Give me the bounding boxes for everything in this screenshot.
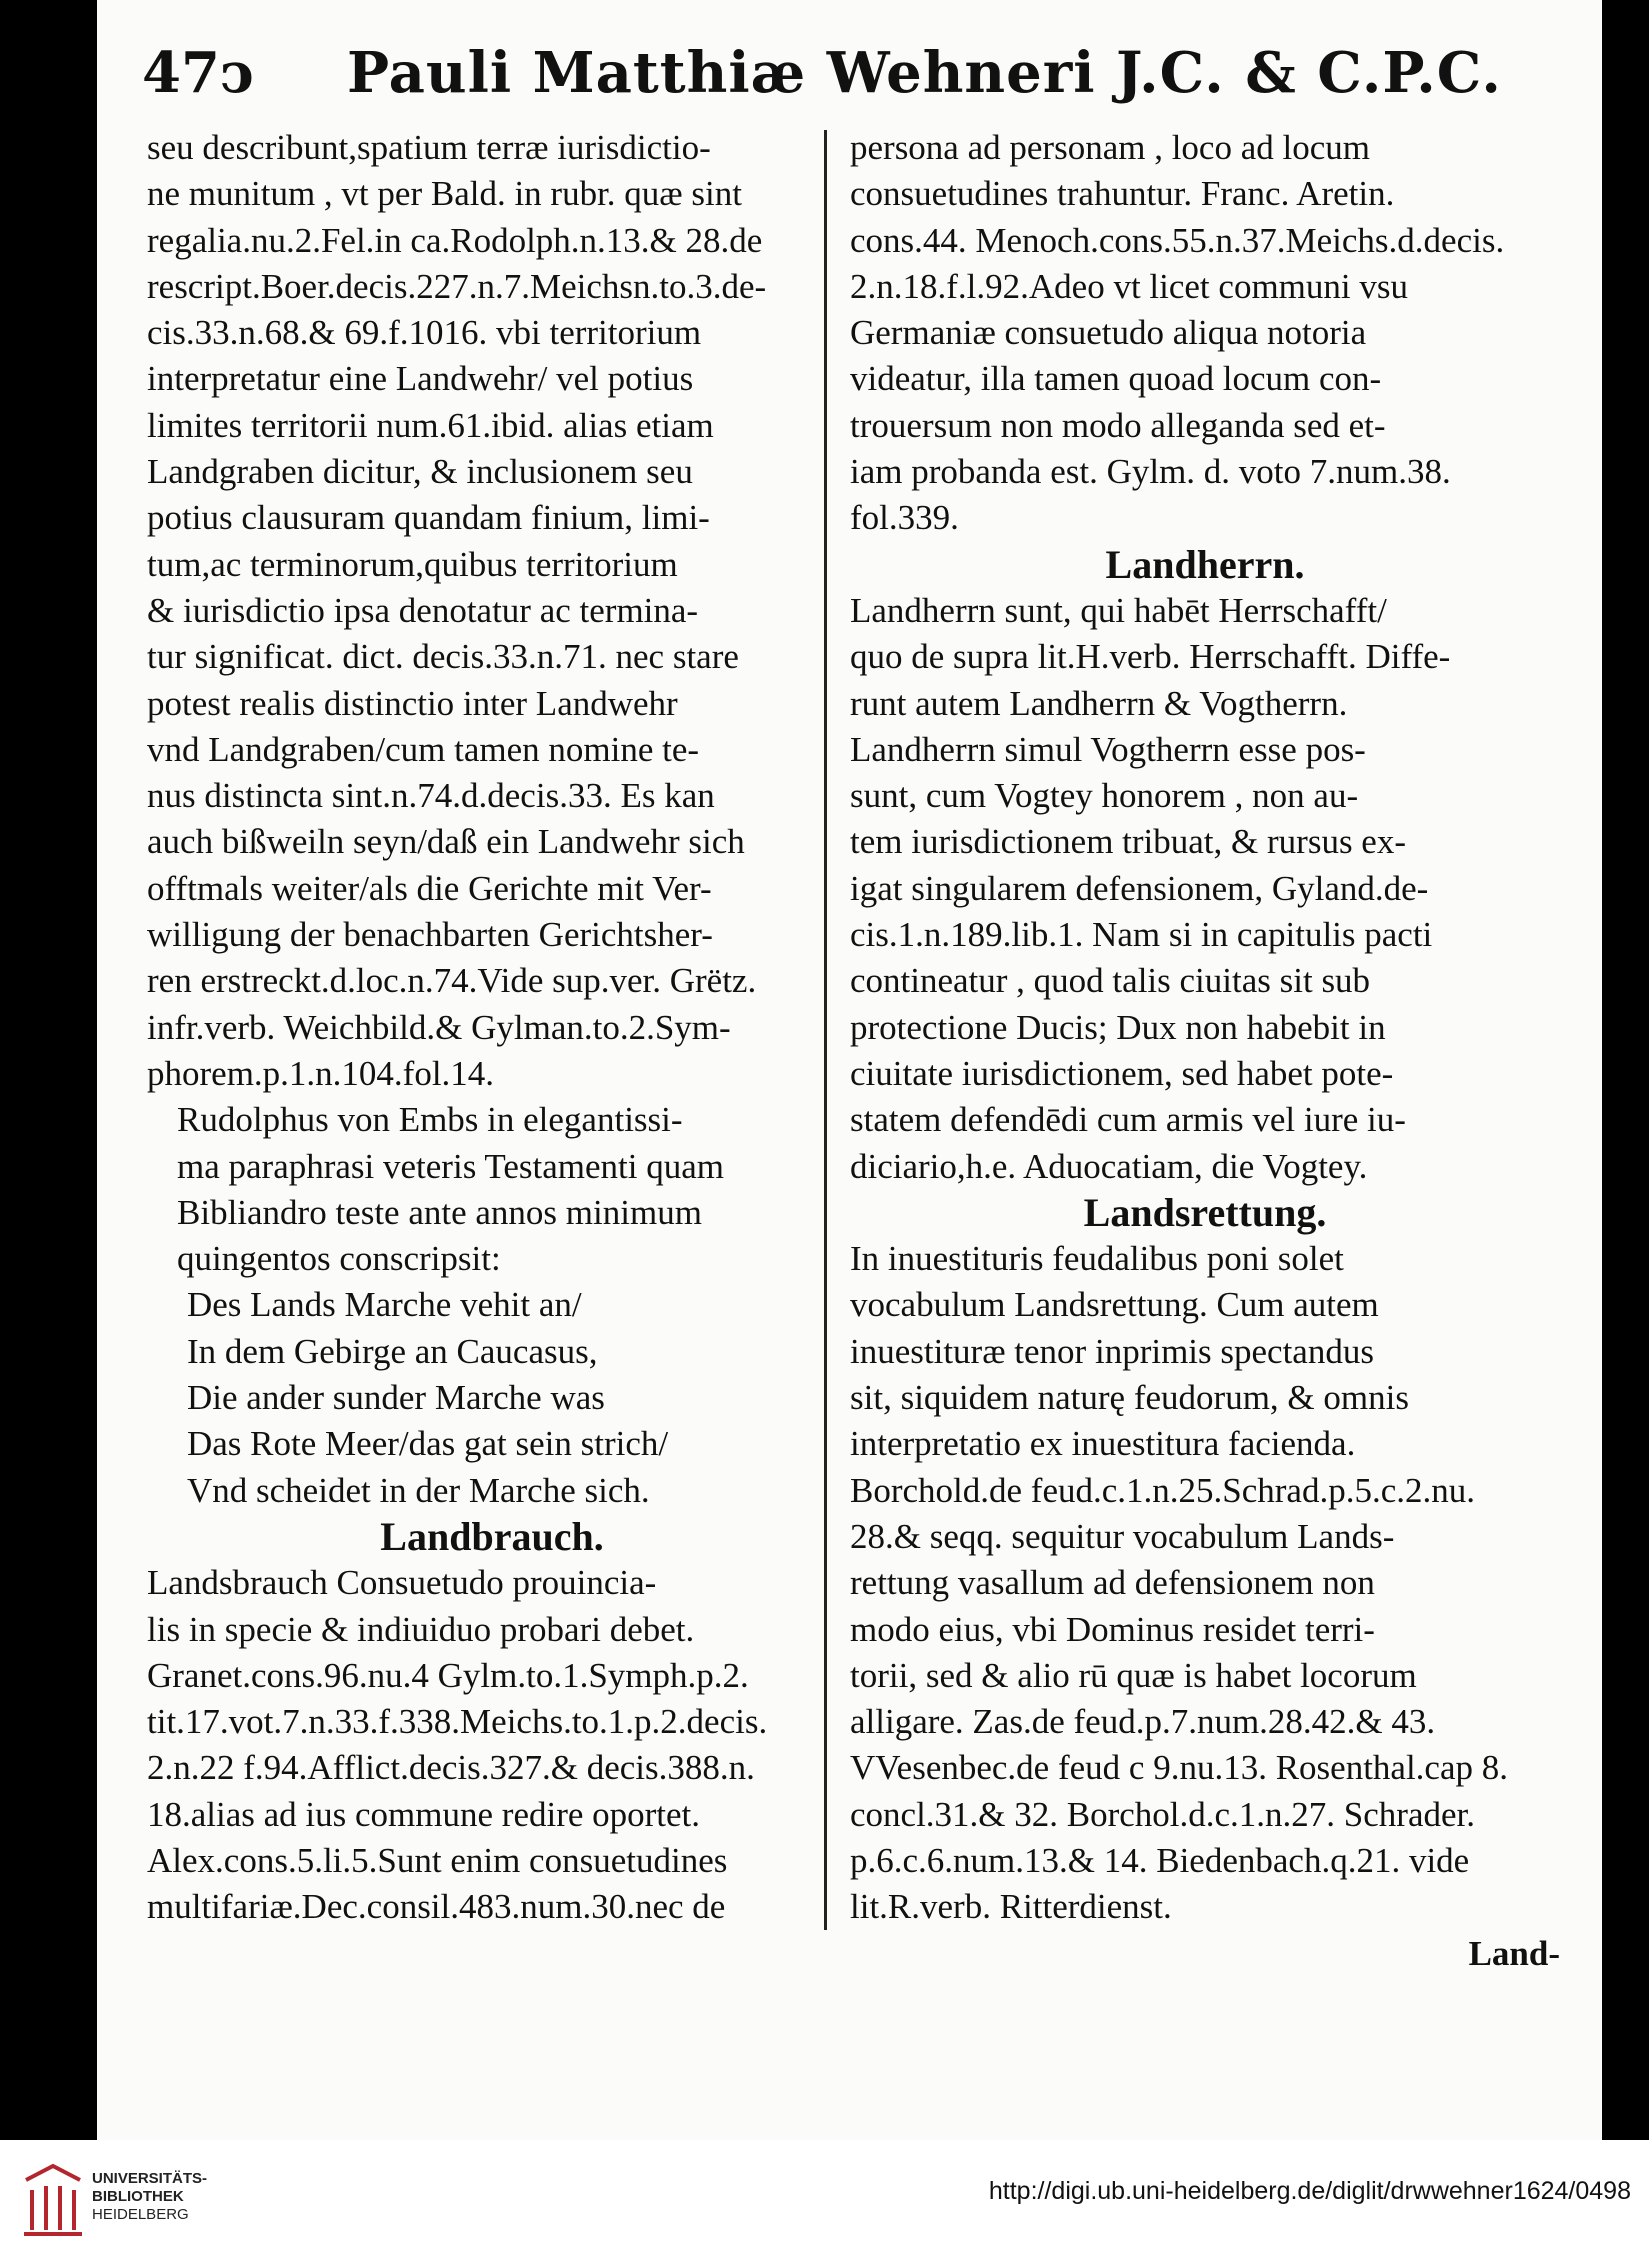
- text-line: p.6.c.6.num.13.& 14. Biedenbach.q.21. vide: [850, 1840, 1470, 1880]
- text-line: vnd Landgraben/cum tamen nomine te-: [147, 729, 700, 769]
- text-line: seu describunt,spatium terræ iurisdictio-: [147, 128, 711, 167]
- text-line: multifariæ.Dec.consil.483.num.30.nec de: [147, 1887, 726, 1927]
- text-line: torii, sed & alio rū quæ is habet locorum: [850, 1655, 1417, 1695]
- text-line: statem defendēdi cum armis vel iure iu-: [850, 1100, 1406, 1140]
- text-line: nus distincta sint.n.74.d.decis.33. Es kan: [147, 776, 715, 816]
- column-divider: [824, 130, 827, 1930]
- text-line: cis.1.n.189.lib.1. Nam si in capitulis pacti: [850, 915, 1433, 955]
- text-line: vocabulum Landsrettung. Cum autem: [850, 1285, 1379, 1325]
- text-line: sunt, cum Vogtey honorem , non au-: [850, 776, 1359, 816]
- university-library-logo-icon: [18, 2160, 88, 2240]
- text-line: Landherrn simul Vogtherrn esse pos-: [850, 729, 1366, 769]
- text-line: alligare. Zas.de feud.p.7.num.28.42.& 43.: [850, 1702, 1436, 1742]
- text-line: Landsbrauch Consuetudo prouincia-: [147, 1563, 657, 1603]
- text-line: modo eius, vbi Dominus residet terri-: [850, 1609, 1375, 1649]
- text-line: Germaniæ consuetudo aliqua notoria: [850, 313, 1367, 353]
- verse-line: Die ander sunder Marche was: [187, 1378, 605, 1418]
- running-title: Pauli Matthiæ Wehneri J.C. & C.P.C.: [347, 40, 1502, 106]
- text-line: quingentos conscripsit:: [177, 1239, 501, 1279]
- text-line: limites territorii num.61.ibid. alias etiam: [147, 405, 714, 445]
- text-line: sit, siquidem naturę feudorum, & omnis: [850, 1378, 1409, 1418]
- text-line: igat singularem defensionem, Gyland.de-: [850, 868, 1429, 908]
- heading-landbrauch: Landbrauch.: [380, 1513, 604, 1559]
- text-line: cons.44. Menoch.cons.55.n.37.Meichs.d.decis.: [850, 220, 1505, 260]
- text-line: Bibliandro teste ante annos minimum: [177, 1192, 702, 1232]
- text-line: Landgraben dicitur, & inclusionem seu: [147, 452, 693, 492]
- text-line: lis in specie & indiuiduo probari debet.: [147, 1609, 695, 1649]
- text-line: VVesenbec.de feud c 9.nu.13. Rosenthal.cap 8.: [850, 1748, 1508, 1788]
- text-line: Rudolphus von Embs in elegantissi-: [177, 1100, 683, 1140]
- text-line: 2.n.18.f.l.92.Adeo vt licet communi vsu: [850, 266, 1408, 306]
- text-line: regalia.nu.2.Fel.in ca.Rodolph.n.13.& 28.de: [147, 220, 763, 260]
- text-line: interpretatur eine Landwehr/ vel potius: [147, 359, 694, 399]
- heading-landsrettung: Landsrettung.: [1083, 1189, 1327, 1235]
- text-line: offtmals weiter/als die Gerichte mit Ver-: [147, 868, 712, 908]
- text-line: phorem.p.1.n.104.fol.14.: [147, 1053, 495, 1093]
- text-line: 18.alias ad ius commune redire oportet.: [147, 1794, 701, 1834]
- permalink-url[interactable]: [989, 2177, 1631, 2206]
- text-line: willigung der benachbarten Gerichtsher-: [147, 915, 713, 955]
- text-line: Landherrn sunt, qui habēt Herrschafft/: [850, 590, 1387, 630]
- text-line: runt autem Landherrn & Vogtherrn.: [850, 683, 1348, 723]
- text-line: ne munitum , vt per Bald. in rubr. quæ sint: [147, 174, 742, 214]
- text-line: ren erstreckt.d.loc.n.74.Vide sup.ver. Grëtz.: [147, 961, 757, 1001]
- text-line: concl.31.& 32. Borchol.d.c.1.n.27. Schrader.: [850, 1794, 1476, 1834]
- library-name: UNIVERSITÄTS- BIBLIOTHEK HEIDELBERG: [92, 2170, 208, 2223]
- text-line: cis.33.n.68.& 69.f.1016. vbi territorium: [147, 313, 702, 353]
- text-line: consuetudines trahuntur. Franc. Aretin.: [850, 174, 1395, 214]
- catchword: Land-: [1468, 1933, 1560, 1973]
- text-line: fol.339.: [850, 498, 959, 538]
- permalink-link[interactable]: http://digi.ub.uni-heidelberg.de/diglit/drwwehner1624/0498: [988, 2177, 1631, 2205]
- text-line: Alex.cons.5.li.5.Sunt enim consuetudines: [147, 1840, 728, 1880]
- text-line: potius clausuram quandam finium, limi-: [147, 498, 710, 538]
- text-line: tum,ac terminorum,quibus territorium: [147, 544, 678, 584]
- viewer-footer: [0, 2140, 1649, 2259]
- heading-landherrn: Landherrn.: [1105, 541, 1305, 587]
- page-number: 47ↄ: [142, 40, 255, 106]
- verse-line: In dem Gebirge an Caucasus,: [187, 1331, 598, 1371]
- text-line: ma paraphrasi veteris Testamenti quam: [177, 1146, 724, 1186]
- text-line: quo de supra lit.H.verb. Herrschafft. Diffe-: [850, 637, 1451, 677]
- text-line: Borchold.de feud.c.1.n.25.Schrad.p.5.c.2.nu.: [850, 1470, 1475, 1510]
- text-line: tem iurisdictionem tribuat, & rursus ex-: [850, 822, 1407, 862]
- text-line: rettung vasallum ad defensionem non: [850, 1563, 1375, 1603]
- text-line: diciario,h.e. Aduocatiam, die Vogtey.: [850, 1146, 1368, 1186]
- text-line: infr.verb. Weichbild.& Gylman.to.2.Sym-: [147, 1007, 731, 1047]
- verse-line: Das Rote Meer/das gat sein strich/: [187, 1424, 669, 1464]
- scanned-page: [97, 0, 1602, 2140]
- text-line: persona ad personam , loco ad locum: [850, 128, 1370, 167]
- text-line: trouersum non modo alleganda sed et-: [850, 405, 1386, 445]
- right-column: [850, 125, 1560, 1977]
- text-line: inuestituræ tenor inprimis spectandus: [850, 1331, 1374, 1371]
- text-line: tit.17.vot.7.n.33.f.338.Meichs.to.1.p.2.decis.: [147, 1702, 768, 1742]
- text-line: iam probanda est. Gylm. d. voto 7.num.38.: [850, 452, 1451, 492]
- text-line: rescript.Boer.decis.227.n.7.Meichsn.to.3.de-: [147, 266, 767, 306]
- text-line: & iurisdictio ipsa denotatur ac termina-: [147, 590, 699, 630]
- text-line: protectione Ducis; Dux non habebit in: [850, 1007, 1386, 1047]
- left-column: [147, 125, 837, 1931]
- text-line: lit.R.verb. Ritterdienst.: [850, 1887, 1172, 1927]
- text-line: ciuitate iurisdictionem, sed habet pote-: [850, 1053, 1394, 1093]
- text-line: videatur, illa tamen quoad locum con-: [850, 359, 1382, 399]
- text-line: 2.n.22 f.94.Afflict.decis.327.& decis.388.n.: [147, 1748, 755, 1788]
- text-line: In inuestituris feudalibus poni solet: [850, 1239, 1344, 1279]
- verse-line: Vnd scheidet in der Marche sich.: [187, 1470, 650, 1510]
- text-line: auch bißweiln seyn/daß ein Landwehr sich: [147, 822, 745, 862]
- text-line: interpretatio ex inuestitura facienda.: [850, 1424, 1356, 1464]
- text-line: tur significat. dict. decis.33.n.71. nec stare: [147, 637, 739, 677]
- text-line: 28.& seqq. sequitur vocabulum Lands-: [850, 1516, 1395, 1556]
- text-line: contineatur , quod talis ciuitas sit sub: [850, 961, 1371, 1001]
- verse-line: Des Lands Marche vehit an/: [187, 1285, 582, 1325]
- running-head: [142, 30, 1572, 110]
- text-line: potest realis distinctio inter Landwehr: [147, 683, 678, 723]
- text-line: Granet.cons.96.nu.4 Gylm.to.1.Symph.p.2.: [147, 1655, 749, 1695]
